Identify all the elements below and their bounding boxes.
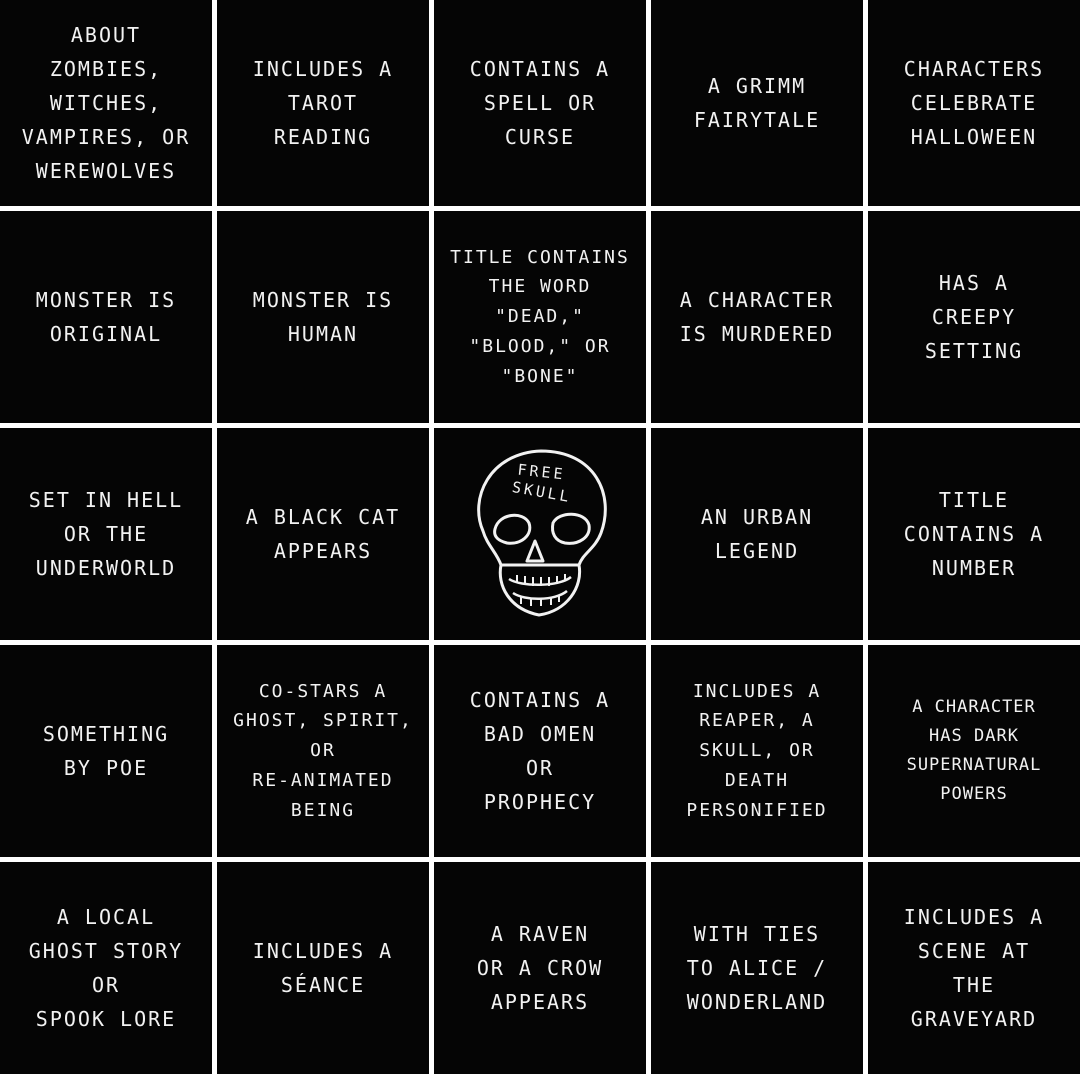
cell-label: CONTAINS A BAD OMEN OR PROPHECY [469,688,611,814]
cell-label: INCLUDES A SÉANCE [252,939,394,997]
cell-label: CONTAINS A SPELL OR CURSE [469,57,611,149]
skull-icon [455,439,625,629]
cell-label: A LOCAL GHOST STORY OR SPOOK LORE [28,905,184,1031]
cell-label: HAS A CREEPY SETTING [924,271,1024,363]
bingo-cell[interactable] [868,211,1080,423]
bingo-cell[interactable] [651,211,863,423]
cell-label: INCLUDES A TAROT READING [252,57,394,149]
bingo-cell[interactable] [0,211,212,423]
bingo-cell[interactable] [217,211,429,423]
free-label-top: FREE [516,460,567,484]
cell-label: INCLUDES A SCENE AT THE GRAVEYARD [903,905,1045,1031]
cell-label: A CHARACTER HAS DARK SUPERNATURAL POWERS [906,697,1042,804]
bingo-cell[interactable] [868,428,1080,640]
free-label-bottom: SKULL [510,477,574,507]
free-skull-cell[interactable] [434,428,646,640]
cell-label: A GRIMM FAIRYTALE [693,74,821,132]
bingo-cell[interactable] [651,428,863,640]
bingo-cell[interactable] [868,645,1080,857]
bingo-cell[interactable] [434,0,646,206]
cell-label: A BLACK CAT APPEARS [245,505,401,563]
cell-label: CO-STARS A GHOST, SPIRIT, OR RE-ANIMATED BEING [233,680,413,821]
bingo-cell[interactable] [0,645,212,857]
cell-label: INCLUDES A REAPER, A SKULL, OR DEATH PERSONIFIED [686,680,828,821]
cell-label: SET IN HELL OR THE UNDERWORLD [28,488,184,580]
bingo-cell[interactable] [651,862,863,1074]
cell-label: TITLE CONTAINS A NUMBER [903,488,1045,580]
cell-label: CHARACTERS CELEBRATE HALLOWEEN [903,57,1045,149]
cell-label: WITH TIES TO ALICE / WONDERLAND [686,922,828,1014]
cell-label: A RAVEN OR A CROW APPEARS [476,922,604,1014]
bingo-cell[interactable] [217,862,429,1074]
bingo-cell[interactable] [868,862,1080,1074]
bingo-cell[interactable] [434,211,646,423]
bingo-cell[interactable] [0,862,212,1074]
cell-label: MONSTER IS HUMAN [252,288,394,346]
bingo-cell[interactable] [217,0,429,206]
cell-label: AN URBAN LEGEND [700,505,814,563]
bingo-cell[interactable] [0,0,212,206]
bingo-cell[interactable] [868,0,1080,206]
bingo-cell[interactable] [217,645,429,857]
cell-label: MONSTER IS ORIGINAL [35,288,177,346]
bingo-cell[interactable] [434,862,646,1074]
cell-label: TITLE CONTAINS THE WORD "DEAD," "BLOOD," OR "BONE" [450,246,630,387]
bingo-cell[interactable] [651,645,863,857]
bingo-cell[interactable] [217,428,429,640]
bingo-cell[interactable] [651,0,863,206]
cell-label: ABOUT ZOMBIES, WITCHES, VAMPIRES, OR WEREWOLVES [21,23,191,183]
bingo-cell[interactable] [434,645,646,857]
cell-label: A CHARACTER IS MURDERED [679,288,835,346]
cell-label: SOMETHING BY POE [42,722,170,780]
bingo-cell[interactable] [0,428,212,640]
